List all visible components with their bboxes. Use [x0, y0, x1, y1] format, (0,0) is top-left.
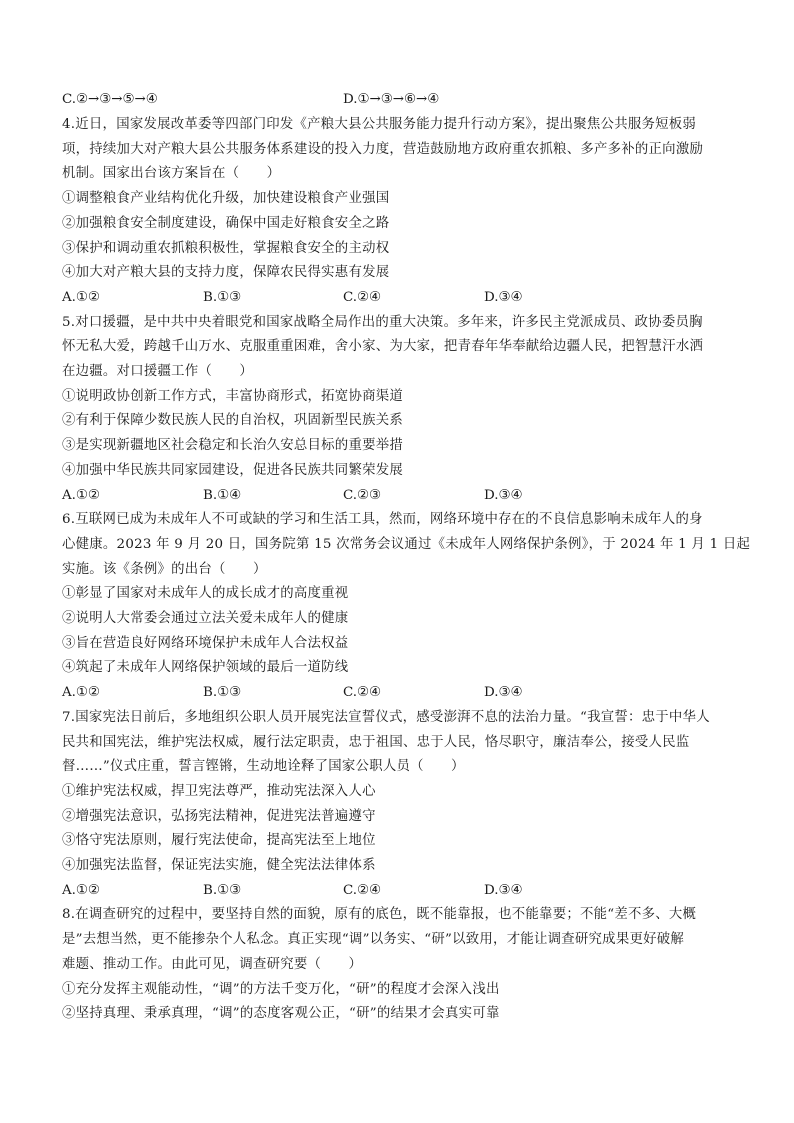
- answer-choice: A.①②: [62, 882, 100, 898]
- question-stem-line: 督……”仪式庄重，誓言铿锵，生动地诠释了国家公职人员（ ）: [62, 759, 465, 775]
- statement-item: ②坚持真理、秉承真理，“调”的态度客观公正，“研”的结果才会真实可靠: [62, 1006, 500, 1022]
- statement-item: ①充分发挥主观能动性，“调”的方法千变万化，“研”的程度才会深入浅出: [62, 981, 500, 997]
- answer-choice: A.①②: [62, 289, 100, 305]
- statement-item: ②有利于保障少数民族人民的自治权，巩固新型民族关系: [62, 413, 404, 429]
- statement-item: ③恪守宪法原则，履行宪法使命，提高宪法至上地位: [62, 833, 376, 849]
- answer-choice: A.①②: [62, 685, 100, 701]
- answer-choice: B.①④: [203, 487, 242, 503]
- statement-item: ④筑起了未成年人网络保护领域的最后一道防线: [62, 660, 349, 676]
- statement-item: ①调整粮食产业结构优化升级，加快建设粮食产业强国: [62, 191, 390, 207]
- question-stem-line: 民共和国宪法，维护宪法权威，履行法定职责，忠于祖国、忠于人民，恪尽职守，廉洁奉公，接受人民监: [62, 734, 690, 750]
- question-stem-line: 机制。国家出台该方案旨在（ ）: [62, 166, 281, 182]
- q3-choice-c: C.②→③→⑤→④: [62, 92, 158, 107]
- answer-choice: C.②④: [343, 289, 382, 305]
- question-stem-line: 项，持续加大对产粮大县公共服务体系建设的投入力度，营造鼓励地方政府重农抓粮、多产多补的正向激励: [62, 141, 704, 157]
- question-stem-line: 实施。该《条例》的出台（ ）: [62, 561, 267, 577]
- statement-item: ③是实现新疆地区社会稳定和长治久安总目标的重要举措: [62, 438, 404, 454]
- statement-item: ②加强粮食安全制度建设，确保中国走好粮食安全之路: [62, 215, 390, 231]
- question-stem-line: 怀无私大爱，跨越千山万水、克服重重困难，舍小家、为大家，把青春年华奉献给边疆人民，把智慧汗水洒: [62, 339, 704, 355]
- answer-choice: D.③④: [484, 685, 523, 701]
- answer-choice: C.②④: [343, 882, 382, 898]
- answer-choice: B.①③: [203, 289, 242, 305]
- answer-choice: C.②④: [343, 685, 382, 701]
- answer-choice: A.①②: [62, 487, 100, 503]
- statement-item: ④加强宪法监督，保证宪法实施，健全宪法法律体系: [62, 858, 376, 873]
- question-stem-line: 心健康。2023 年 9 月 20 日，国务院第 15 次常务会议通过《未成年人网络保护条例》，于 2024 年 1 月 1 日起: [62, 536, 751, 552]
- answer-choice: D.③④: [484, 487, 523, 503]
- statement-item: ②说明人大常委会通过立法关爱未成年人的健康: [62, 611, 349, 626]
- question-stem-line: 难题、推动工作。由此可见，调查研究要（ ）: [62, 956, 363, 972]
- statement-item: ④加强中华民族共同家园建设，促进各民族共同繁荣发展: [62, 462, 404, 478]
- statement-item: ②增强宪法意识，弘扬宪法精神，促进宪法普遍遵守: [62, 808, 376, 824]
- q3-choice-d: D.①→③→⑥→④: [343, 92, 440, 107]
- question-stem-line: 7.国家宪法日前后，多地组织公职人员开展宪法宣誓仪式，感受澎湃不息的法治力量。“我宣誓：忠于中华人: [62, 709, 710, 725]
- answer-choice: D.③④: [484, 289, 523, 305]
- statement-item: ③旨在营造良好网络环境保护未成年人合法权益: [62, 635, 349, 651]
- statement-item: ①彰显了国家对未成年人的成长成才的高度重视: [62, 586, 349, 602]
- statement-item: ①维护宪法权威，捍卫宪法尊严，推动宪法深入人心: [62, 783, 376, 799]
- question-stem-line: 6.互联网已成为未成年人不可或缺的学习和生活工具，然而，网络环境中存在的不良信息影响未成年人的身: [62, 512, 703, 528]
- statement-item: ①说明政协创新工作方式，丰富协商形式，拓宽协商渠道: [62, 388, 404, 404]
- answer-choice: B.①③: [203, 685, 242, 701]
- answer-choice: D.③④: [484, 882, 523, 898]
- question-stem-line: 在边疆。对口援疆工作（ ）: [62, 364, 253, 379]
- question-stem-line: 4.近日，国家发展改革委等四部门印发《产粮大县公共服务能力提升行动方案》，提出聚焦公共服务短板弱: [62, 117, 697, 132]
- answer-choice: B.①③: [203, 882, 242, 898]
- answer-choice: C.②③: [343, 487, 382, 503]
- statement-item: ④加大对产粮大县的支持力度，保障农民得实惠有发展: [62, 265, 390, 281]
- question-stem-line: 是”去想当然，更不能掺杂个人私念。真正实现“调”以务实、“研”以致用，才能让调查研究成果更好破解: [62, 932, 685, 948]
- question-stem-line: 8.在调查研究的过程中，要坚持自然的面貌，原有的底色，既不能靠报，也不能靠要；不能“差不多、大概: [62, 907, 697, 923]
- question-stem-line: 5.对口援疆，是中共中央着眼党和国家战略全局作出的重大决策。多年来，许多民主党派成员、政协委员胸: [62, 314, 703, 330]
- statement-item: ③保护和调动重农抓粮积极性，掌握粮食安全的主动权: [62, 240, 390, 256]
